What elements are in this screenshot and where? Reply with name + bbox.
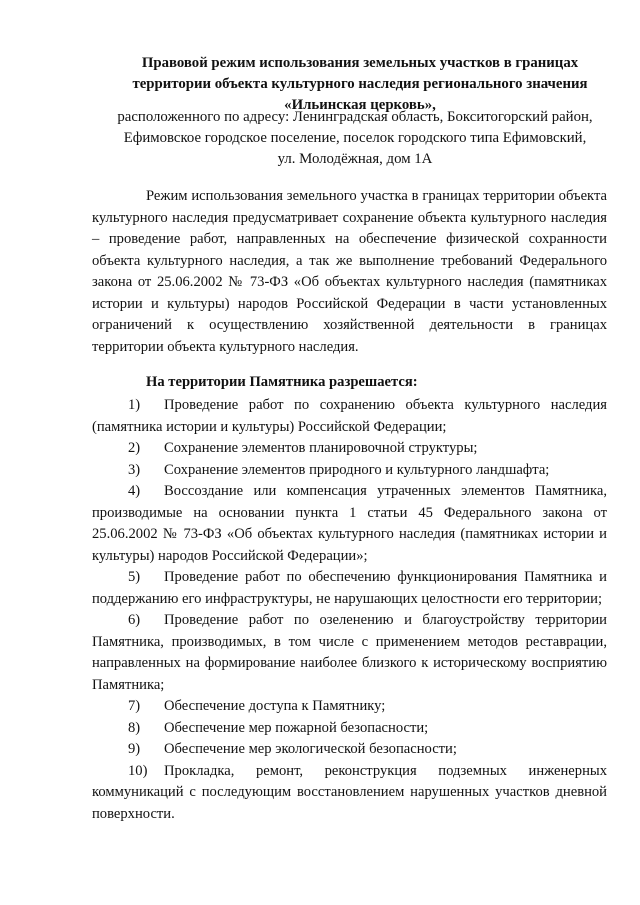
list-item-text: Обеспечение доступа к Памятнику; (164, 698, 386, 714)
address-line: ул. Молодёжная, дом 1А (277, 151, 433, 167)
list-item-number: 1) (128, 397, 141, 413)
list-item-number: 10) (128, 762, 148, 779)
list-item-text: Воссоздание или компенсация утраченных элементов Памятника, производимые на основании пункта 1 статьи 45 Федерального закона от 25.06.2002 № 73-ФЗ «Об объектах культурного наследия (памятниках истории и культуры) народов Российской Федерации»; (92, 483, 607, 564)
list-item (92, 610, 607, 696)
list-item-number: 5) (128, 569, 141, 585)
list-item (92, 460, 607, 482)
object-address (95, 107, 615, 170)
list-item (92, 761, 607, 826)
title-line: территории объекта культурного наследия регионального значения (132, 76, 588, 92)
list-item (92, 567, 607, 610)
title-line: Правовой режим использования земельных участков в границах (141, 55, 579, 71)
list-item-text: Проведение работ по обеспечению функционирования Памятника и поддержанию его инфраструктуры, не нарушающих целостности его территории; (92, 569, 607, 607)
list-item-text: Обеспечение мер экологической безопасности; (164, 741, 457, 757)
list-item-number: 2) (128, 440, 141, 456)
address-line: Ефимовское городское поселение, поселок городского типа Ефимовский, (123, 130, 587, 146)
list-item-number: 6) (128, 612, 141, 628)
section-title: На территории Памятника разрешается: (146, 374, 418, 390)
title-line: «Ильинская церковь», (284, 97, 436, 113)
list-item-text: Сохранение элементов планировочной структуры; (164, 440, 478, 456)
list-item (92, 696, 607, 718)
list-item-number: 9) (128, 741, 141, 757)
list-item-text: Прокладка, ремонт, реконструкция подземных инженерных коммуникаций с последующим восстановлением нарушенных участков дневной поверхности. (92, 762, 607, 822)
list-item-number: 8) (128, 719, 141, 736)
list-item-text: Сохранение элементов природного и культурного ландшафта; (164, 461, 550, 478)
list-item (92, 395, 607, 438)
list-item (92, 718, 607, 740)
list-item (92, 438, 607, 460)
allowed-list (92, 395, 607, 825)
list-item-number: 3) (128, 461, 141, 478)
list-item-text: Обеспечение мер пожарной безопасности; (164, 719, 429, 736)
list-item-number: 7) (128, 698, 141, 714)
list-item-number: 4) (128, 483, 141, 499)
list-item (92, 739, 607, 761)
list-item (92, 481, 607, 567)
list-item-text: Проведение работ по озеленению и благоустройству территории Памятника, производимых, в том числе с применением методов реставрации, направленных на формирование наиболее близкого к историческому восприятию Памятника; (92, 612, 607, 693)
address-line: расположенного по адресу: Ленинградская область, Бокситогорский район, (117, 109, 593, 125)
list-item-text: Проведение работ по сохранению объекта культурного наследия (памятника истории и культуры) Российской Федерации; (92, 397, 607, 435)
intro-paragraph: Режим использования земельного участка в границах территории объекта культурного наследия предусматривает сохранение объекта культурного наследия – проведение работ, направленных на обеспечение физической сохранности объекта культурного наследия, а так же выполнение требований Федерального закона от 25.06.2002 № 73-ФЗ «Об объектах культурного наследия (памятниках истории и культуры) народов Российской Федерации в части установленных ограничений к осуществлению хозяйственной деятельности в границах территории объекта культурного наследия. (92, 188, 607, 355)
